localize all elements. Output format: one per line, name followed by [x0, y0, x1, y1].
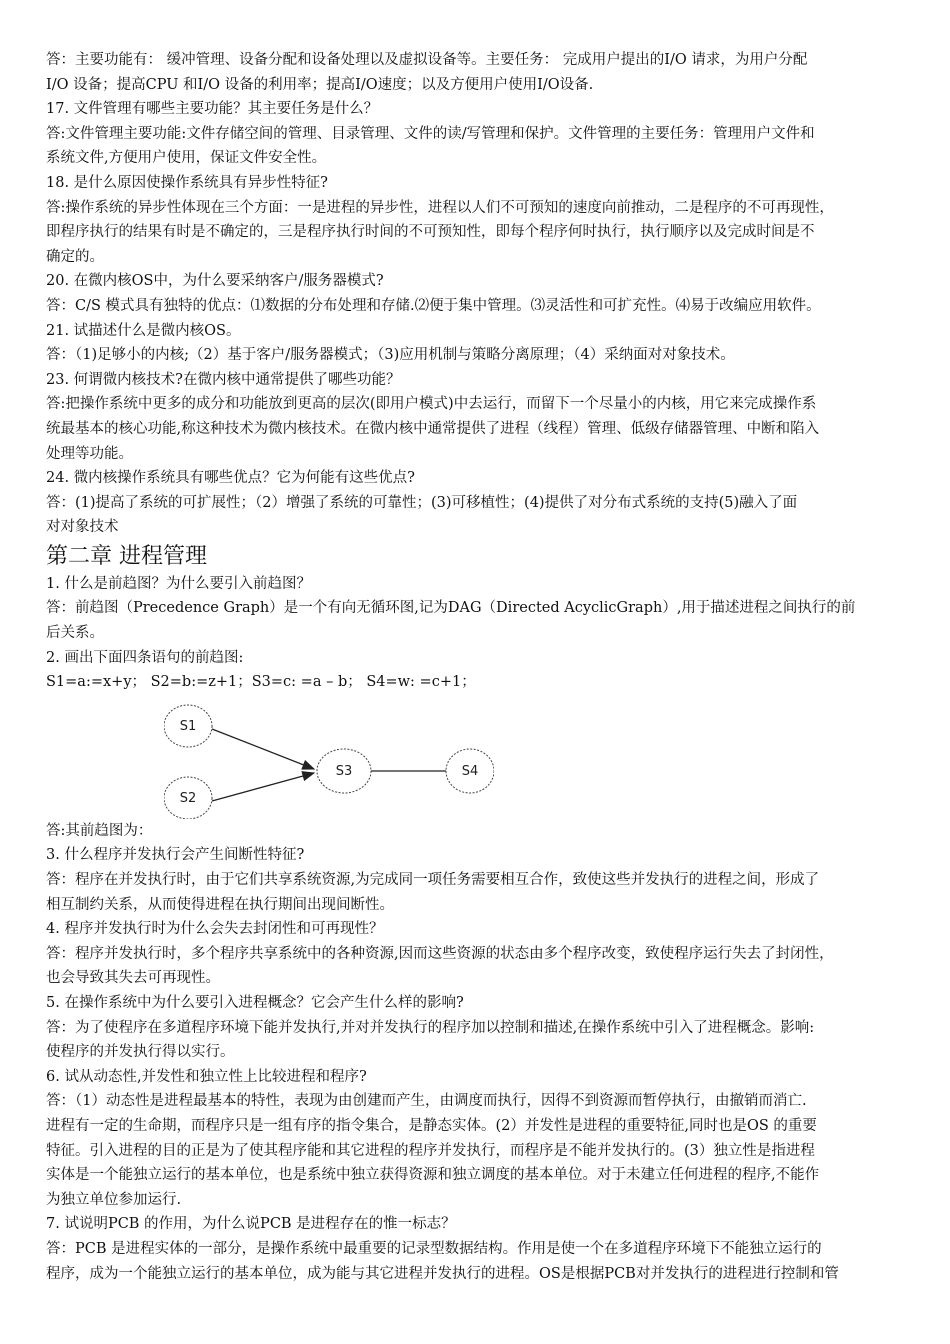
node-s1	[164, 705, 212, 747]
text-line: 答：（1）动态性是进程最基本的特性，表现为由创建而产生，由调度而执行，因得不到资源而暂停执行，由撤销而消亡.	[46, 1093, 807, 1110]
node-s2-label: S2	[179, 790, 197, 806]
text-line: 21. 试描述什么是微内核OS。	[46, 322, 241, 339]
text-line: 系统文件,方便用户使用，保证文件安全性。	[46, 150, 327, 167]
node-s4	[446, 749, 494, 793]
node-s3-label: S3	[335, 763, 353, 779]
text-line: 统最基本的核心功能,称这种技术为微内核技术。在微内核中通常提供了进程（线程）管理、低级存储器管理、中断和陷入	[46, 420, 820, 437]
text-line: 对对象技术	[46, 519, 119, 536]
text-line: 24. 微内核操作系统具有哪些优点？它为何能有这些优点?	[46, 470, 415, 487]
text-line: S1=a:=x+y； S2=b:=z+1；S3=c: =a – b； S4=w: =c+1；	[46, 674, 476, 691]
precedence-graph-diagram	[46, 699, 908, 819]
text-line: 使程序的并发执行得以实行。	[46, 1044, 235, 1061]
text-line: 23. 何谓微内核技术?在微内核中通常提供了哪些功能？	[46, 371, 401, 388]
document-page	[46, 48, 908, 1286]
text-line: 4. 程序并发执行时为什么会失去封闭性和可再现性？	[46, 921, 384, 938]
node-s1-label: S1	[179, 718, 197, 734]
text-block-os-overview	[46, 48, 908, 540]
text-line: 确定的。	[46, 248, 104, 265]
text-line: 答:其前趋图为：	[46, 822, 153, 839]
text-line: 答：为了使程序在多道程序环境下能并发执行,并对并发执行的程序加以控制和描述,在操作系统中引入了进程概念。影响:	[46, 1019, 815, 1036]
text-line: 18. 是什么原因使操作系统具有异步性特征?	[46, 174, 328, 191]
text-line: 即程序执行的结果有时是不确定的，三是程序执行时间的不可预知性，即每个程序何时执行，执行顺序以及完成时间是不	[46, 224, 815, 241]
text-line: 7. 试说明PCB 的作用，为什么说PCB 是进程存在的惟一标志？	[46, 1216, 456, 1233]
node-s3	[317, 749, 371, 793]
chapter-title: 第二章 进程管理	[46, 543, 207, 569]
text-line: 程序，成为一个能独立运行的基本单位，成为能与其它进程并发执行的进程。OS是根据PCB对并发执行的进程进行控制和管	[46, 1265, 839, 1282]
text-line: 答：C/S 模式具有独特的优点：⑴数据的分布处理和存储.⑵便于集中管理。⑶灵活性和可扩充性。⑷易于改编应用软件。	[46, 297, 821, 314]
text-line: 答：(1)提高了系统的可扩展性；（2）增强了系统的可靠性；(3)可移植性；(4)提供了对分布式系统的支持(5)融入了面	[46, 494, 798, 511]
node-s2	[164, 777, 212, 819]
text-line: 答：程序并发执行时，多个程序共享系统中的各种资源,因而这些资源的状态由多个程序改变，致使程序运行失去了封闭性，	[46, 945, 834, 962]
text-line: 6. 试从动态性,并发性和独立性上比较进程和程序?	[46, 1068, 367, 1085]
text-line: 为独立单位参加运行.	[46, 1191, 182, 1208]
node-s4-label: S4	[461, 763, 479, 779]
text-line: 答：程序在并发执行时，由于它们共享系统资源,为完成同一项任务需要相互合作，致使这些并发执行的进程之间，形成了	[46, 872, 820, 889]
text-line: 也会导致其失去可再现性。	[46, 970, 220, 987]
text-line: 17. 文件管理有哪些主要功能？其主要任务是什么？	[46, 101, 379, 118]
text-line: 进程有一定的生命期，而程序只是一组有序的指令集合，是静态实体。(2）并发性是进程的重要特征,同时也是OS 的重要	[46, 1117, 817, 1134]
edge-s2-s3	[212, 773, 314, 801]
text-line: 20. 在微内核OS中，为什么要采纳客户/服务器模式?	[46, 273, 384, 290]
text-line: 答：（1)足够小的内核;（2）基于客户/服务器模式；（3)应用机制与策略分离原理；（4）采纳面对对象技术。	[46, 347, 735, 364]
text-line: 处理等功能。	[46, 445, 133, 462]
text-line: 3. 什么程序并发执行会产生间断性特征?	[46, 847, 305, 864]
text-line: 2. 画出下面四条语句的前趋图:	[46, 649, 244, 666]
text-line: 答：PCB 是进程实体的一部分，是操作系统中最重要的记录型数据结构。作用是使一个在多道程序环境下不能独立运行的	[46, 1240, 822, 1257]
text-line: 答:文件管理主要功能:文件存储空间的管理、目录管理、文件的读/写管理和保护。文件管理的主要任务：管理用户文件和	[46, 125, 815, 142]
text-line: 答:操作系统的异步性体现在三个方面：一是进程的异步性，进程以人们不可预知的速度向前推动，二是程序的不可再现性，	[46, 199, 834, 216]
text-line: 答：主要功能有： 缓冲管理、设备分配和设备处理以及虚拟设备等。主要任务： 完成用户提出的I/O 请求，为用户分配	[46, 52, 808, 68]
text-line: 答：前趋图（Precedence Graph）是一个有向无循环图,记为DAG（Directed AcyclicGraph）,用于描述进程之间执行的前	[46, 600, 856, 617]
text-line: 5. 在操作系统中为什么要引入进程概念？它会产生什么样的影响?	[46, 995, 464, 1011]
precedence-graph-svg	[164, 699, 494, 819]
text-block-precedence-graph	[46, 572, 908, 695]
text-line: 相互制约关系，从而使得进程在执行期间出现间断性。	[46, 896, 394, 913]
text-line: I/O 设备；提高CPU 和I/O 设备的利用率；提高I/O速度；以及方便用户使用I/O设备.	[46, 76, 594, 93]
edge-s1-s3	[212, 729, 314, 769]
text-block-process-management	[46, 819, 908, 1286]
text-line: 1. 什么是前趋图？为什么要引入前趋图？	[46, 575, 311, 592]
text-line: 特征。引入进程的目的正是为了使其程序能和其它进程的程序并发执行，而程序是不能并发执行的。(3）独立性是指进程	[46, 1142, 815, 1159]
text-line: 答:把操作系统中更多的成分和功能放到更高的层次(即用户模式)中去运行，而留下一个尽量小的内核，用它来完成操作系	[46, 396, 817, 413]
text-line: 后关系。	[46, 625, 104, 642]
text-line: 实体是一个能独立运行的基本单位，也是系统中独立获得资源和独立调度的基本单位。对于未建立任何进程的程序,不能作	[46, 1167, 820, 1184]
